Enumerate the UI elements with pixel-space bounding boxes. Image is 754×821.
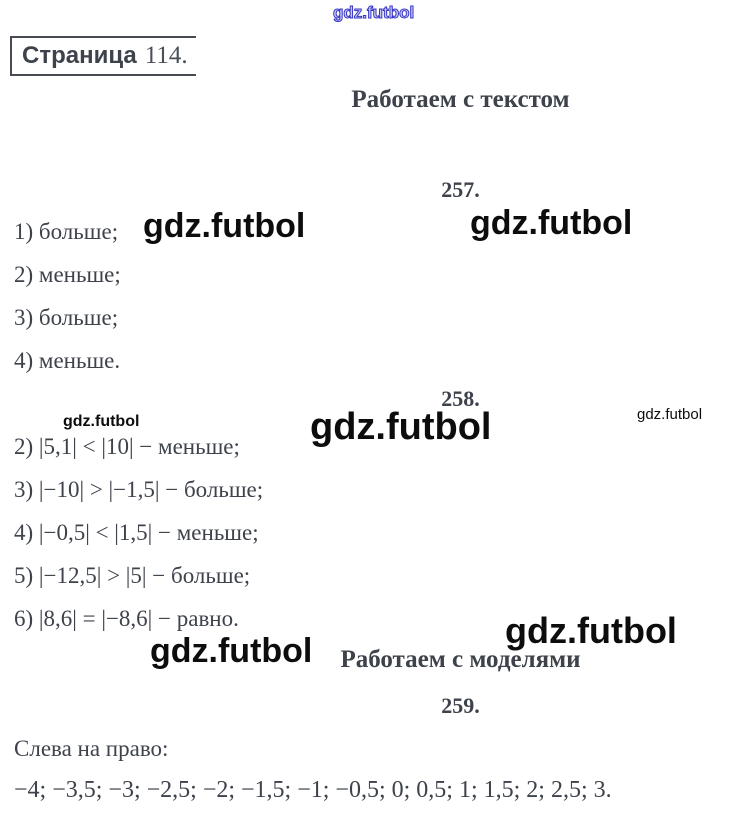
page-number-box xyxy=(10,36,196,76)
answer-line-258-4: 4) |−0,5| < |1,5| − меньше; xyxy=(14,520,259,545)
watermark-task258-small-left: gdz.futbol xyxy=(63,413,140,430)
task-259-number: 259. xyxy=(441,693,480,718)
answer-line-258-3: 3) |−10| > |−1,5| − больше; xyxy=(14,477,264,502)
task-258-answers xyxy=(14,425,263,640)
task-259-intro: Слева на право: xyxy=(14,736,169,761)
task-257-answers xyxy=(14,210,121,382)
watermark-models-right: gdz.futbol xyxy=(505,610,677,651)
page-box-number: 114. xyxy=(144,42,188,69)
watermark-models-left: gdz.futbol xyxy=(150,632,313,670)
section-title-text: Работаем с текстом xyxy=(351,86,570,113)
watermark-task257-right: gdz.futbol xyxy=(470,204,633,242)
watermark-task258-small-right: gdz.futbol xyxy=(637,406,703,423)
answer-line-257-3: 3) больше; xyxy=(14,305,119,330)
answer-line-257-1: 1) больше; xyxy=(14,219,119,244)
watermark-task258-center: gdz.futbol xyxy=(310,406,492,448)
watermark-top-center: gdz.futbol xyxy=(333,3,415,22)
page-box-label: Страница xyxy=(22,42,137,69)
answer-line-258-5: 5) |−12,5| > |5| − больше; xyxy=(14,563,251,588)
section-title-models: Работаем с моделями xyxy=(340,646,581,673)
task-257-number: 257. xyxy=(441,177,480,202)
answer-line-258-2: 2) |5,1| < |10| − меньше; xyxy=(14,434,240,459)
watermark-task257-left: gdz.futbol xyxy=(143,207,306,245)
task-258-number: 258. xyxy=(441,386,480,411)
answer-line-257-2: 2) меньше; xyxy=(14,262,121,287)
task-259-sequence: −4; −3,5; −3; −2,5; −2; −1,5; −1; −0,5; 0; 0,5; 1; 1,5; 2; 2,5; 3. xyxy=(14,777,612,803)
answer-line-258-6: 6) |8,6| = |−8,6| − равно. xyxy=(14,606,239,631)
answer-line-257-4: 4) меньше. xyxy=(14,348,121,373)
